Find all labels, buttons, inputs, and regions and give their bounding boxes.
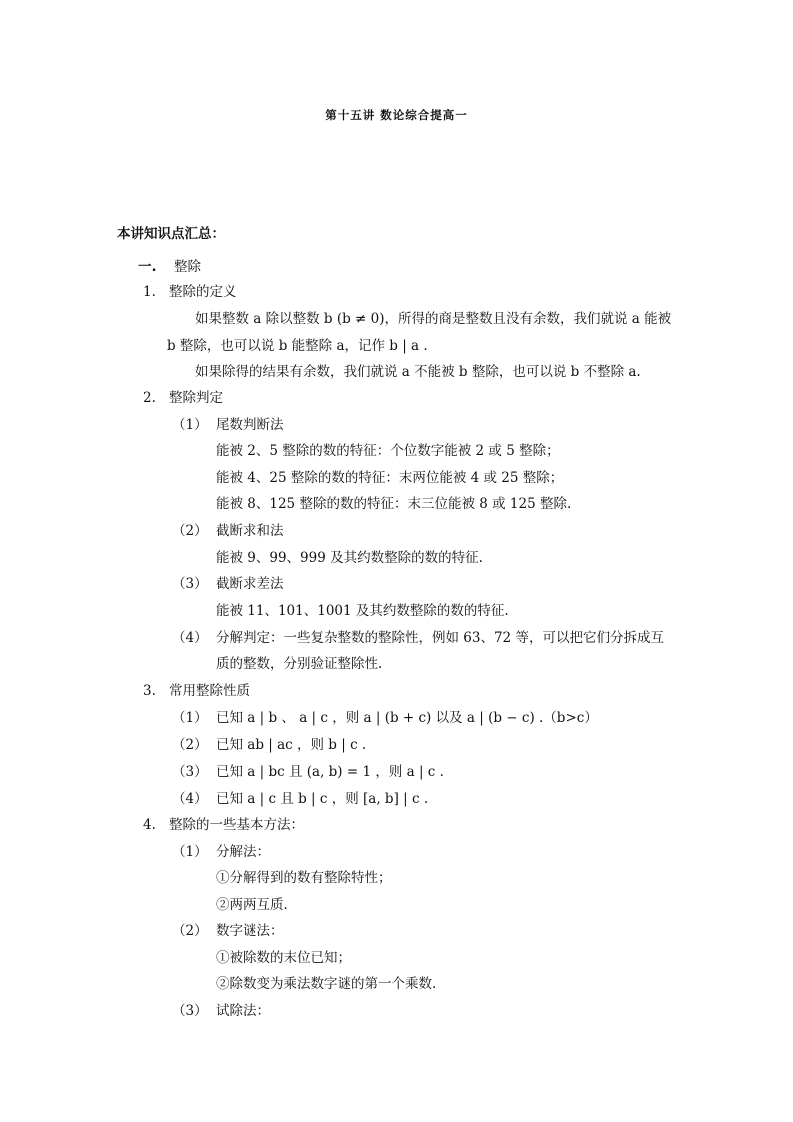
method-4-number: （4）	[172, 630, 208, 646]
property-number: （4）	[172, 791, 208, 807]
item-4-number: 4.	[143, 817, 156, 833]
item-4-label: 整除的一些基本方法：	[169, 817, 304, 833]
property-number: （3）	[172, 764, 208, 780]
item-1-heading	[143, 283, 237, 301]
method-2-heading	[172, 522, 284, 540]
item-4-heading	[143, 816, 304, 834]
basic-method-label: 分解法：	[216, 844, 270, 860]
item-2-label: 整除判定	[169, 390, 223, 406]
item-3-number: 3.	[143, 683, 156, 699]
property-text: 已知 a | c 且 b | c ，则 [a, b] | c .	[216, 791, 429, 807]
method-4-line-1: 分解判定：一些复杂整数的整除性，例如 63、72 等，可以把它们分拆成互	[216, 630, 664, 646]
property-2	[172, 736, 366, 754]
method-2-label: 截断求和法	[216, 523, 284, 539]
property-number: （1）	[172, 710, 208, 726]
property-3	[172, 763, 444, 781]
definition-line-2: b 整除，也可以说 b 能整除 a，记作 b | a .	[167, 338, 428, 354]
property-1	[172, 709, 598, 727]
method-4-line-2: 质的整数，分别验证整除性.	[216, 656, 383, 672]
method-1-number: （1）	[172, 417, 208, 433]
section-heading	[138, 258, 201, 276]
property-text: 已知 a | bc 且 (a, b) = 1 ，则 a | c .	[216, 764, 444, 780]
method-1-line: 能被 4、25 整除的数的特征：末两位能被 4 或 25 整除；	[216, 470, 564, 486]
method-3-number: （3）	[172, 576, 208, 592]
basic-method-2-heading	[172, 922, 284, 940]
section-mark: 一.	[138, 259, 157, 275]
property-text: 已知 ab | ac ，则 b | c .	[216, 737, 367, 753]
method-1-label: 尾数判断法	[216, 417, 284, 433]
property-number: （2）	[172, 737, 208, 753]
method-1-heading	[172, 416, 284, 434]
basic-method-line: ②除数变为乘法数字谜的第一个乘数.	[216, 976, 437, 992]
basic-method-number: （2）	[172, 923, 208, 939]
basic-method-label: 数字谜法：	[216, 923, 284, 939]
definition-line-3: 如果除得的结果有余数，我们就说 a 不能被 b 整除，也可以说 b 不整除 a.	[195, 364, 641, 380]
method-2-line: 能被 9、99、999 及其约数整除的数的特征.	[216, 550, 483, 566]
item-2-heading	[143, 389, 223, 407]
basic-method-number: （1）	[172, 844, 208, 860]
item-2-number: 2.	[143, 390, 156, 406]
basic-method-1-heading	[172, 843, 270, 861]
item-3-heading	[143, 682, 250, 700]
basic-method-number: （3）	[172, 1003, 208, 1019]
page-title: 第十五讲 数论综合提高一	[325, 108, 468, 122]
definition-line-1: 如果整数 a 除以整数 b (b ≠ 0)，所得的商是整数且没有余数，我们就说 a 能被	[195, 311, 672, 327]
method-2-number: （2）	[172, 523, 208, 539]
method-4-heading	[172, 629, 664, 647]
basic-method-label: 试除法：	[216, 1003, 270, 1019]
item-1-label: 整除的定义	[169, 284, 237, 300]
method-3-label: 截断求差法	[216, 576, 284, 592]
section-label: 整除	[174, 259, 201, 275]
property-text: 已知 a | b 、 a | c ，则 a | (b + c) 以及 a | (b − c) .（b>c）	[216, 710, 598, 726]
property-4	[172, 790, 428, 808]
basic-method-3-heading	[172, 1002, 270, 1020]
method-1-line: 能被 8、125 整除的数的特征：末三位能被 8 或 125 整除.	[216, 496, 572, 512]
basic-method-line: ①分解得到的数有整除特性；	[216, 870, 392, 886]
method-1-line: 能被 2、5 整除的数的特征：个位数字能被 2 或 5 整除；	[216, 443, 560, 459]
basic-method-line: ②两两互质.	[216, 897, 288, 913]
basic-method-line: ①被除数的末位已知；	[216, 950, 351, 966]
method-3-heading	[172, 575, 284, 593]
method-3-line: 能被 11、101、1001 及其约数整除的数的特征.	[216, 603, 509, 619]
summary-heading: 本讲知识点汇总：	[117, 226, 225, 242]
item-1-number: 1.	[143, 284, 156, 300]
item-3-label: 常用整除性质	[169, 683, 250, 699]
